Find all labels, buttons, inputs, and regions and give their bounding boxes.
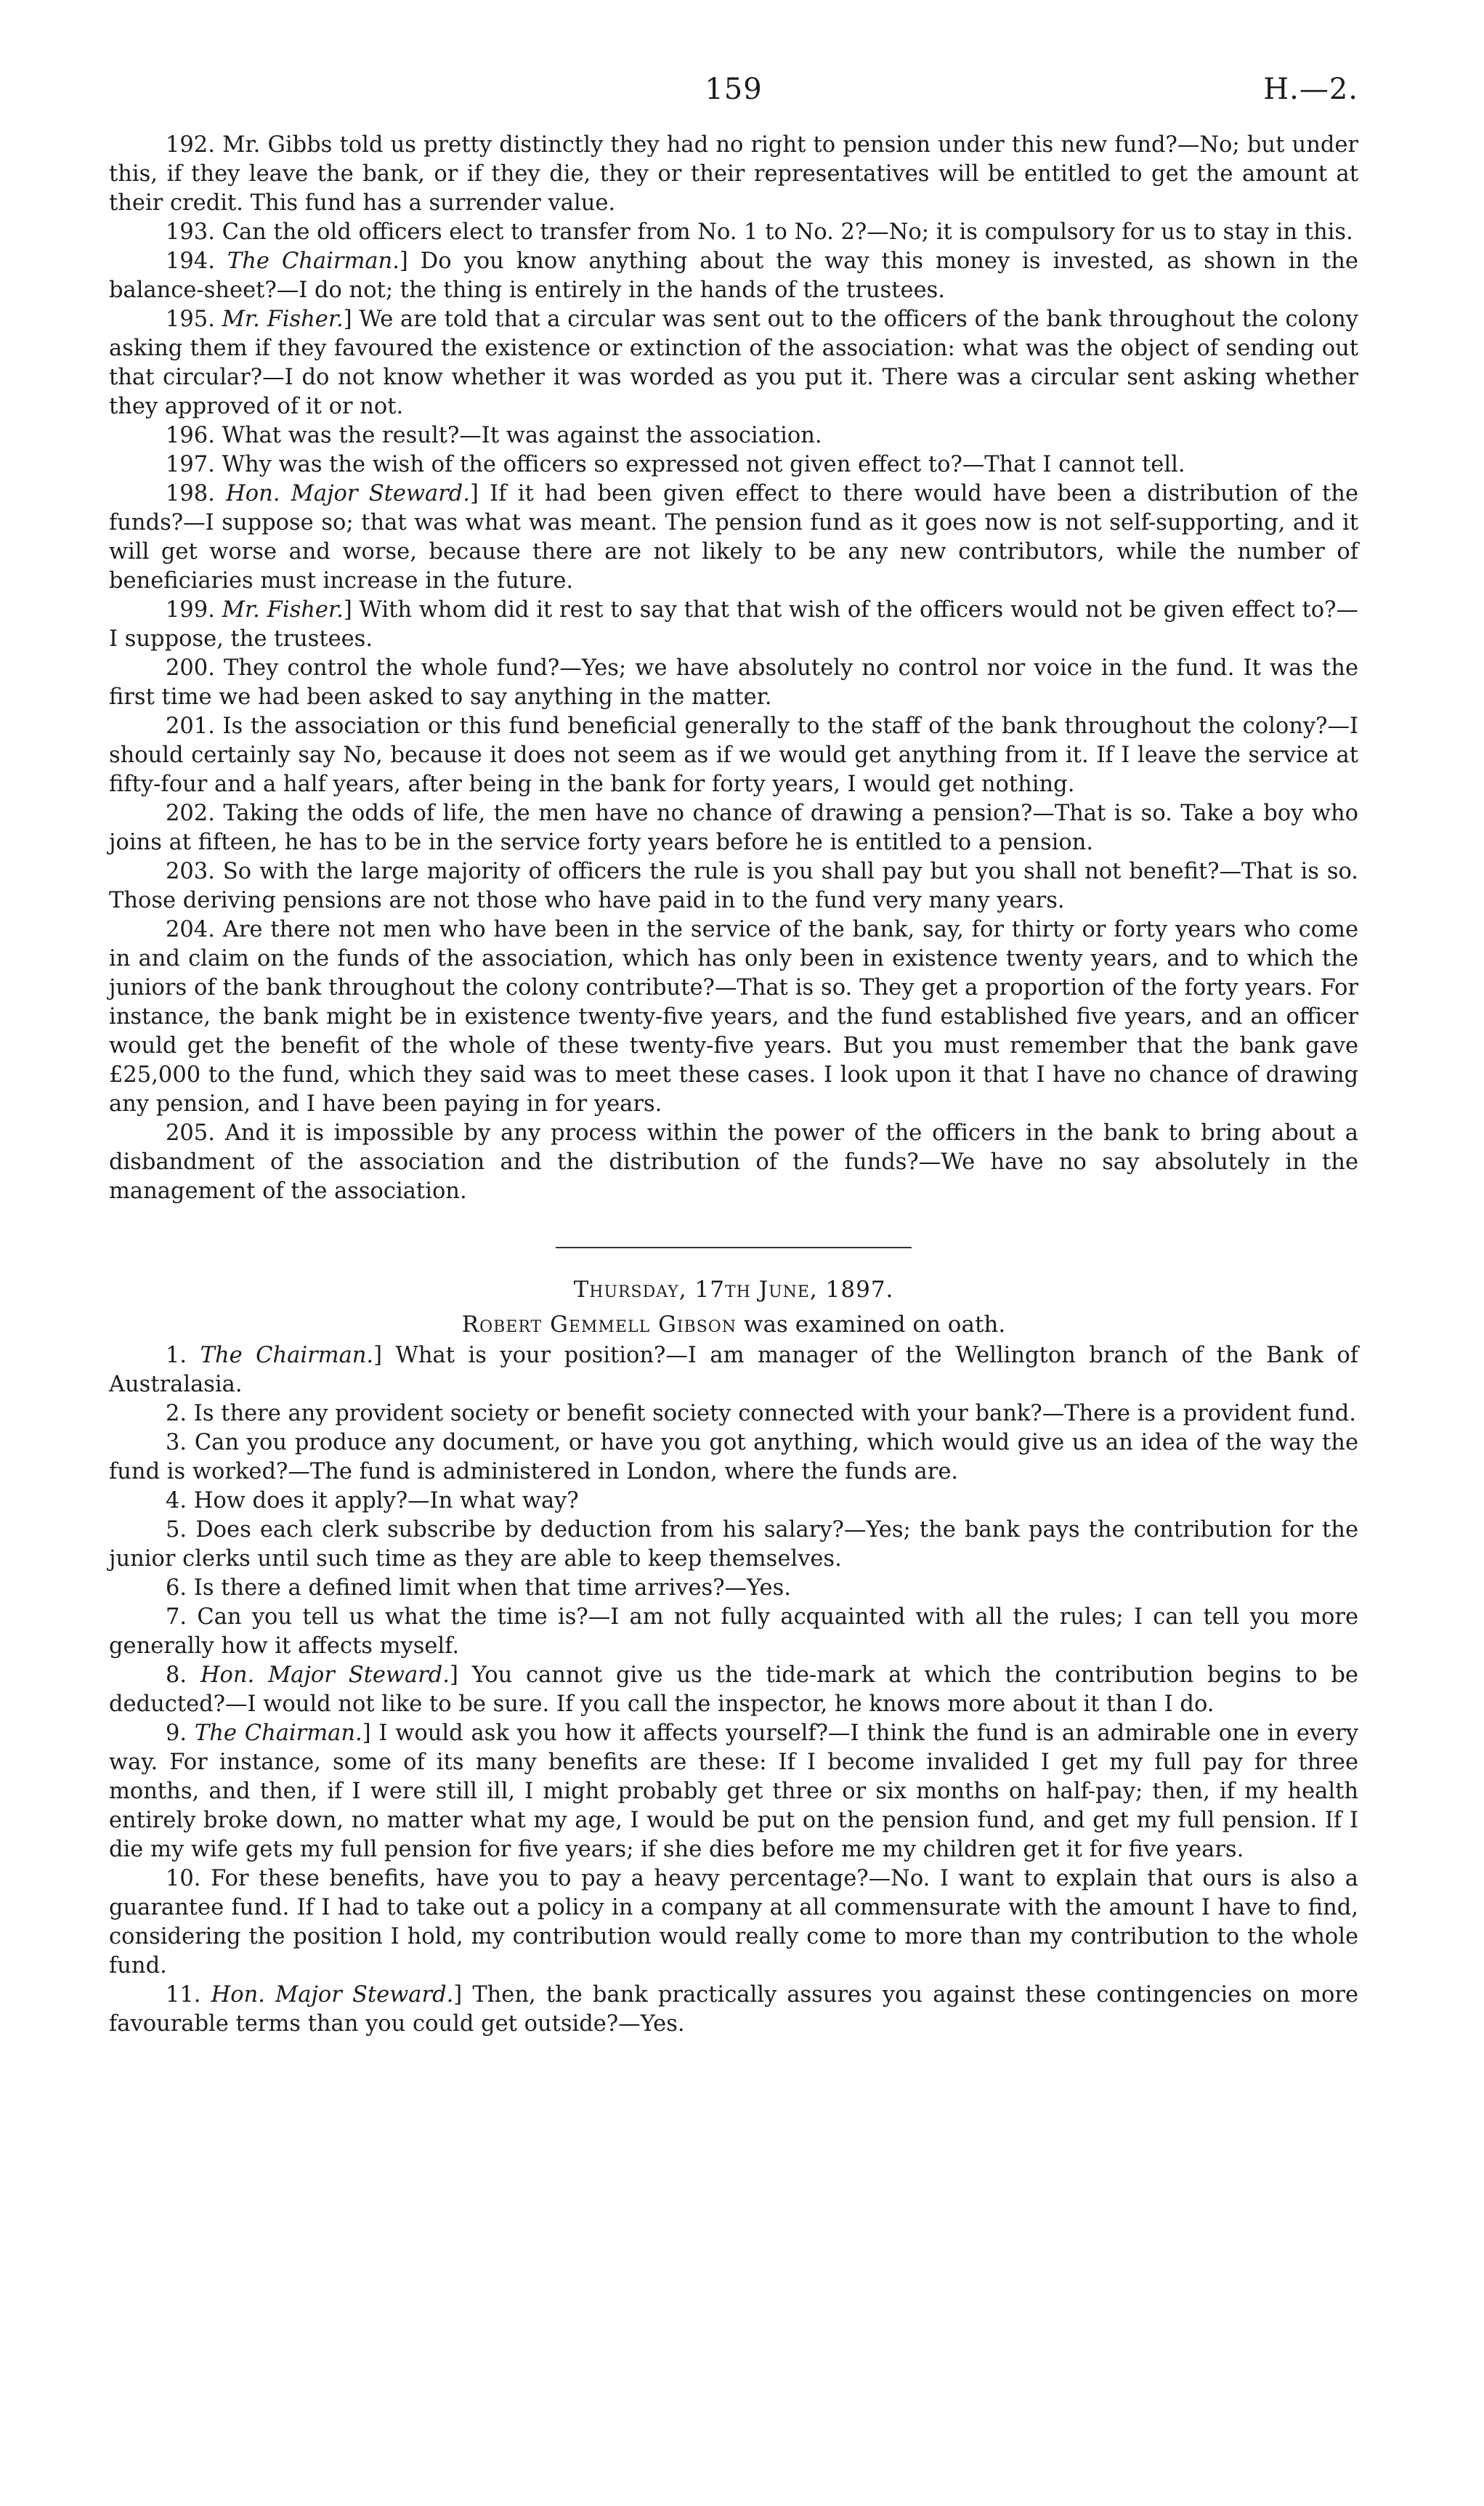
question-3: 3. Can you produce any document, or have you got anything, which would give us an idea of the way the fund is worked?—The fund is administered in London, where the funds are. xyxy=(109,1430,1358,1484)
question-201: 201. Is the association or this fund beneficial generally to the staff of the bank throughout the colony?—I should certainly say No, because it does not seem as if we would get anything from it. If I leave the service at fifty-four and a half years, after being in the bank for forty years, I would get nothing. xyxy=(109,714,1358,797)
page-header xyxy=(109,73,1358,131)
evidence-section-1 xyxy=(109,131,1358,1206)
speaker-name: Hon. Major Steward. xyxy=(226,481,471,506)
question-200: 200. They control the whole fund?—Yes; we have absolutely no control nor voice in the fund. It was the first time we had been asked to say anything in the matter. xyxy=(109,655,1358,710)
question-9: 9. The Chairman.] I would ask you how it affects yourself?—I think the fund is an admirable one in every way. For instance, some of its many benefits are these: If I become invalided I get my full pay for three months, and then, if I were still ill, I might probably get three or six months on half-pay; then, if my health entirely broke down, no matter what my age, I would be put on the pension fund, and get my full pension. If I die my wife gets my full pension for five years; if she dies before me my children get it for five years. xyxy=(109,1721,1358,1862)
question-8: 8. Hon. Major Steward.] You cannot give us the tide-mark at which the contribution begins to be deducted?—I would not like to be sure. If you call the inspector, he knows more about it than I do. xyxy=(109,1662,1358,1717)
speaker-name: Hon. Major Steward. xyxy=(211,1982,454,2008)
section-divider xyxy=(556,1247,912,1248)
question-10: 10. For these benefits, have you to pay a heavy percentage?—No. I want to explain that ours is also a guarantee fund. If I had to take out a policy in a company at all commensurate with the amount I have to find, considering the position I hold, my contribution would really come to more than my contribution to the whole fund. xyxy=(109,1866,1358,1978)
question-204: 204. Are there not men who have been in the service of the bank, say, for thirty or forty years who come in and claim on the funds of the association, which has only been in existence twenty years, and to which the juniors of the bank throughout the colony contribute?—That is so. They get a proportion of the forty years. For instance, the bank might be in existence twenty-five years, and the fund established five years, and an officer would get the benefit of the whole of these twenty-five years. But you must remember that the bank gave £25,000 to the fund, which they said was to meet these cases. I look upon it that I have no chance of drawing any pension, and I have been paying in for years. xyxy=(109,917,1358,1117)
question-205: 205. And it is impossible by any process within the power of the officers in the bank to bring about a disbandment of the association and the distribution of the funds?—We have no say absolutely in the management of the association. xyxy=(109,1120,1358,1204)
question-196: 196. What was the result?—It was against the association. xyxy=(166,423,822,448)
question-198: 198. Hon. Major Steward.] If it had been given effect to there would have been a distribution of the funds?—I suppose so; that was what was meant. The pension fund as it goes now is not self-supporting, and it will get worse and worse, because there are not likely to be any new contributors, while the number of beneficiaries must increase in the future. xyxy=(109,481,1359,594)
question-2: 2. Is there any provident society or benefit society connected with your bank?—There is a provident fund. xyxy=(166,1401,1357,1426)
question-7: 7. Can you tell us what the time is?—I am not fully acquainted with all the rules; I can tell you more generally how it affects myself. xyxy=(109,1604,1358,1659)
speaker-name: Mr. Fisher. xyxy=(222,597,344,623)
question-6: 6. Is there a defined limit when that time arrives?—Yes. xyxy=(166,1575,791,1601)
question-11: 11. Hon. Major Steward.] Then, the bank practically assures you against these contingencies on more favourable terms than you could get outside?—Yes. xyxy=(109,1982,1358,2037)
date-heading: Thursday, 17th June, 1897. xyxy=(573,1277,894,1303)
document-reference: H.—2. xyxy=(1263,73,1358,106)
question-194: 194. The Chairman.] Do you know anything about the way this money is invested, as shown in the balance-sheet?—I do not; the thing is entirely in the hands of the trustees. xyxy=(109,248,1358,303)
question-193: 193. Can the old officers elect to transfer from No. 1 to No. 2?—No; it is compulsory for us to stay in this. xyxy=(166,219,1353,245)
question-1: 1. The Chairman.] What is your position?—I am manager of the Wellington branch of the Bank of Australasia. xyxy=(109,1343,1358,1397)
question-197: 197. Why was the wish of the officers so expressed not given effect to?—That I cannot tell. xyxy=(166,452,1185,477)
witness-name: Robert Gemmell Gibson xyxy=(461,1311,737,1338)
question-195: 195. Mr. Fisher.] We are told that a circular was sent out to the officers of the bank throughout the colony asking them if they favoured the existence or extinction of the association: what was the object of sending out that circular?—I do not know whether it was worded as you put it. There was a circular sent asking whether they approved of it or not. xyxy=(109,307,1358,419)
question-202: 202. Taking the odds of life, the men have no chance of drawing a pension?—That is so. Take a boy who joins at fifteen, he has to be in the service forty years before he is entitled to a pension. xyxy=(109,801,1358,855)
speaker-name: The Chairman. xyxy=(227,248,400,274)
question-203: 203. So with the large majority of officers the rule is you shall pay but you shall not benefit?—That is so. Those deriving pensions are not those who have paid in to the fund very many years. xyxy=(109,859,1358,913)
page-number: 159 xyxy=(705,73,763,106)
question-192: 192. Mr. Gibbs told us pretty distinctly they had no right to pension under this new fund?—No; but under this, if they leave the bank, or if they die, they or their representatives will be entitled to get the amount at their credit. This fund has a surrender value. xyxy=(109,132,1358,216)
question-199: 199. Mr. Fisher.] With whom did it rest to say that that wish of the officers would not be given effect to?—I suppose, the trustees. xyxy=(109,597,1358,652)
speaker-name: Mr. Fisher. xyxy=(222,307,344,332)
witness-line: Robert Gemmell Gibson was examined on oath. xyxy=(461,1311,1006,1338)
speaker-name: The Chairman. xyxy=(200,1343,374,1368)
document-page xyxy=(109,73,1358,2039)
question-5: 5. Does each clerk subscribe by deduction from his salary?—Yes; the bank pays the contribution for the junior clerks until such time as they are able to keep themselves. xyxy=(109,1517,1358,1572)
evidence-section-2 xyxy=(109,1341,1358,2039)
speaker-name: Hon. Major Steward. xyxy=(200,1662,450,1688)
question-4: 4. How does it apply?—In what way? xyxy=(166,1488,579,1513)
speaker-name: The Chairman. xyxy=(194,1721,362,1746)
